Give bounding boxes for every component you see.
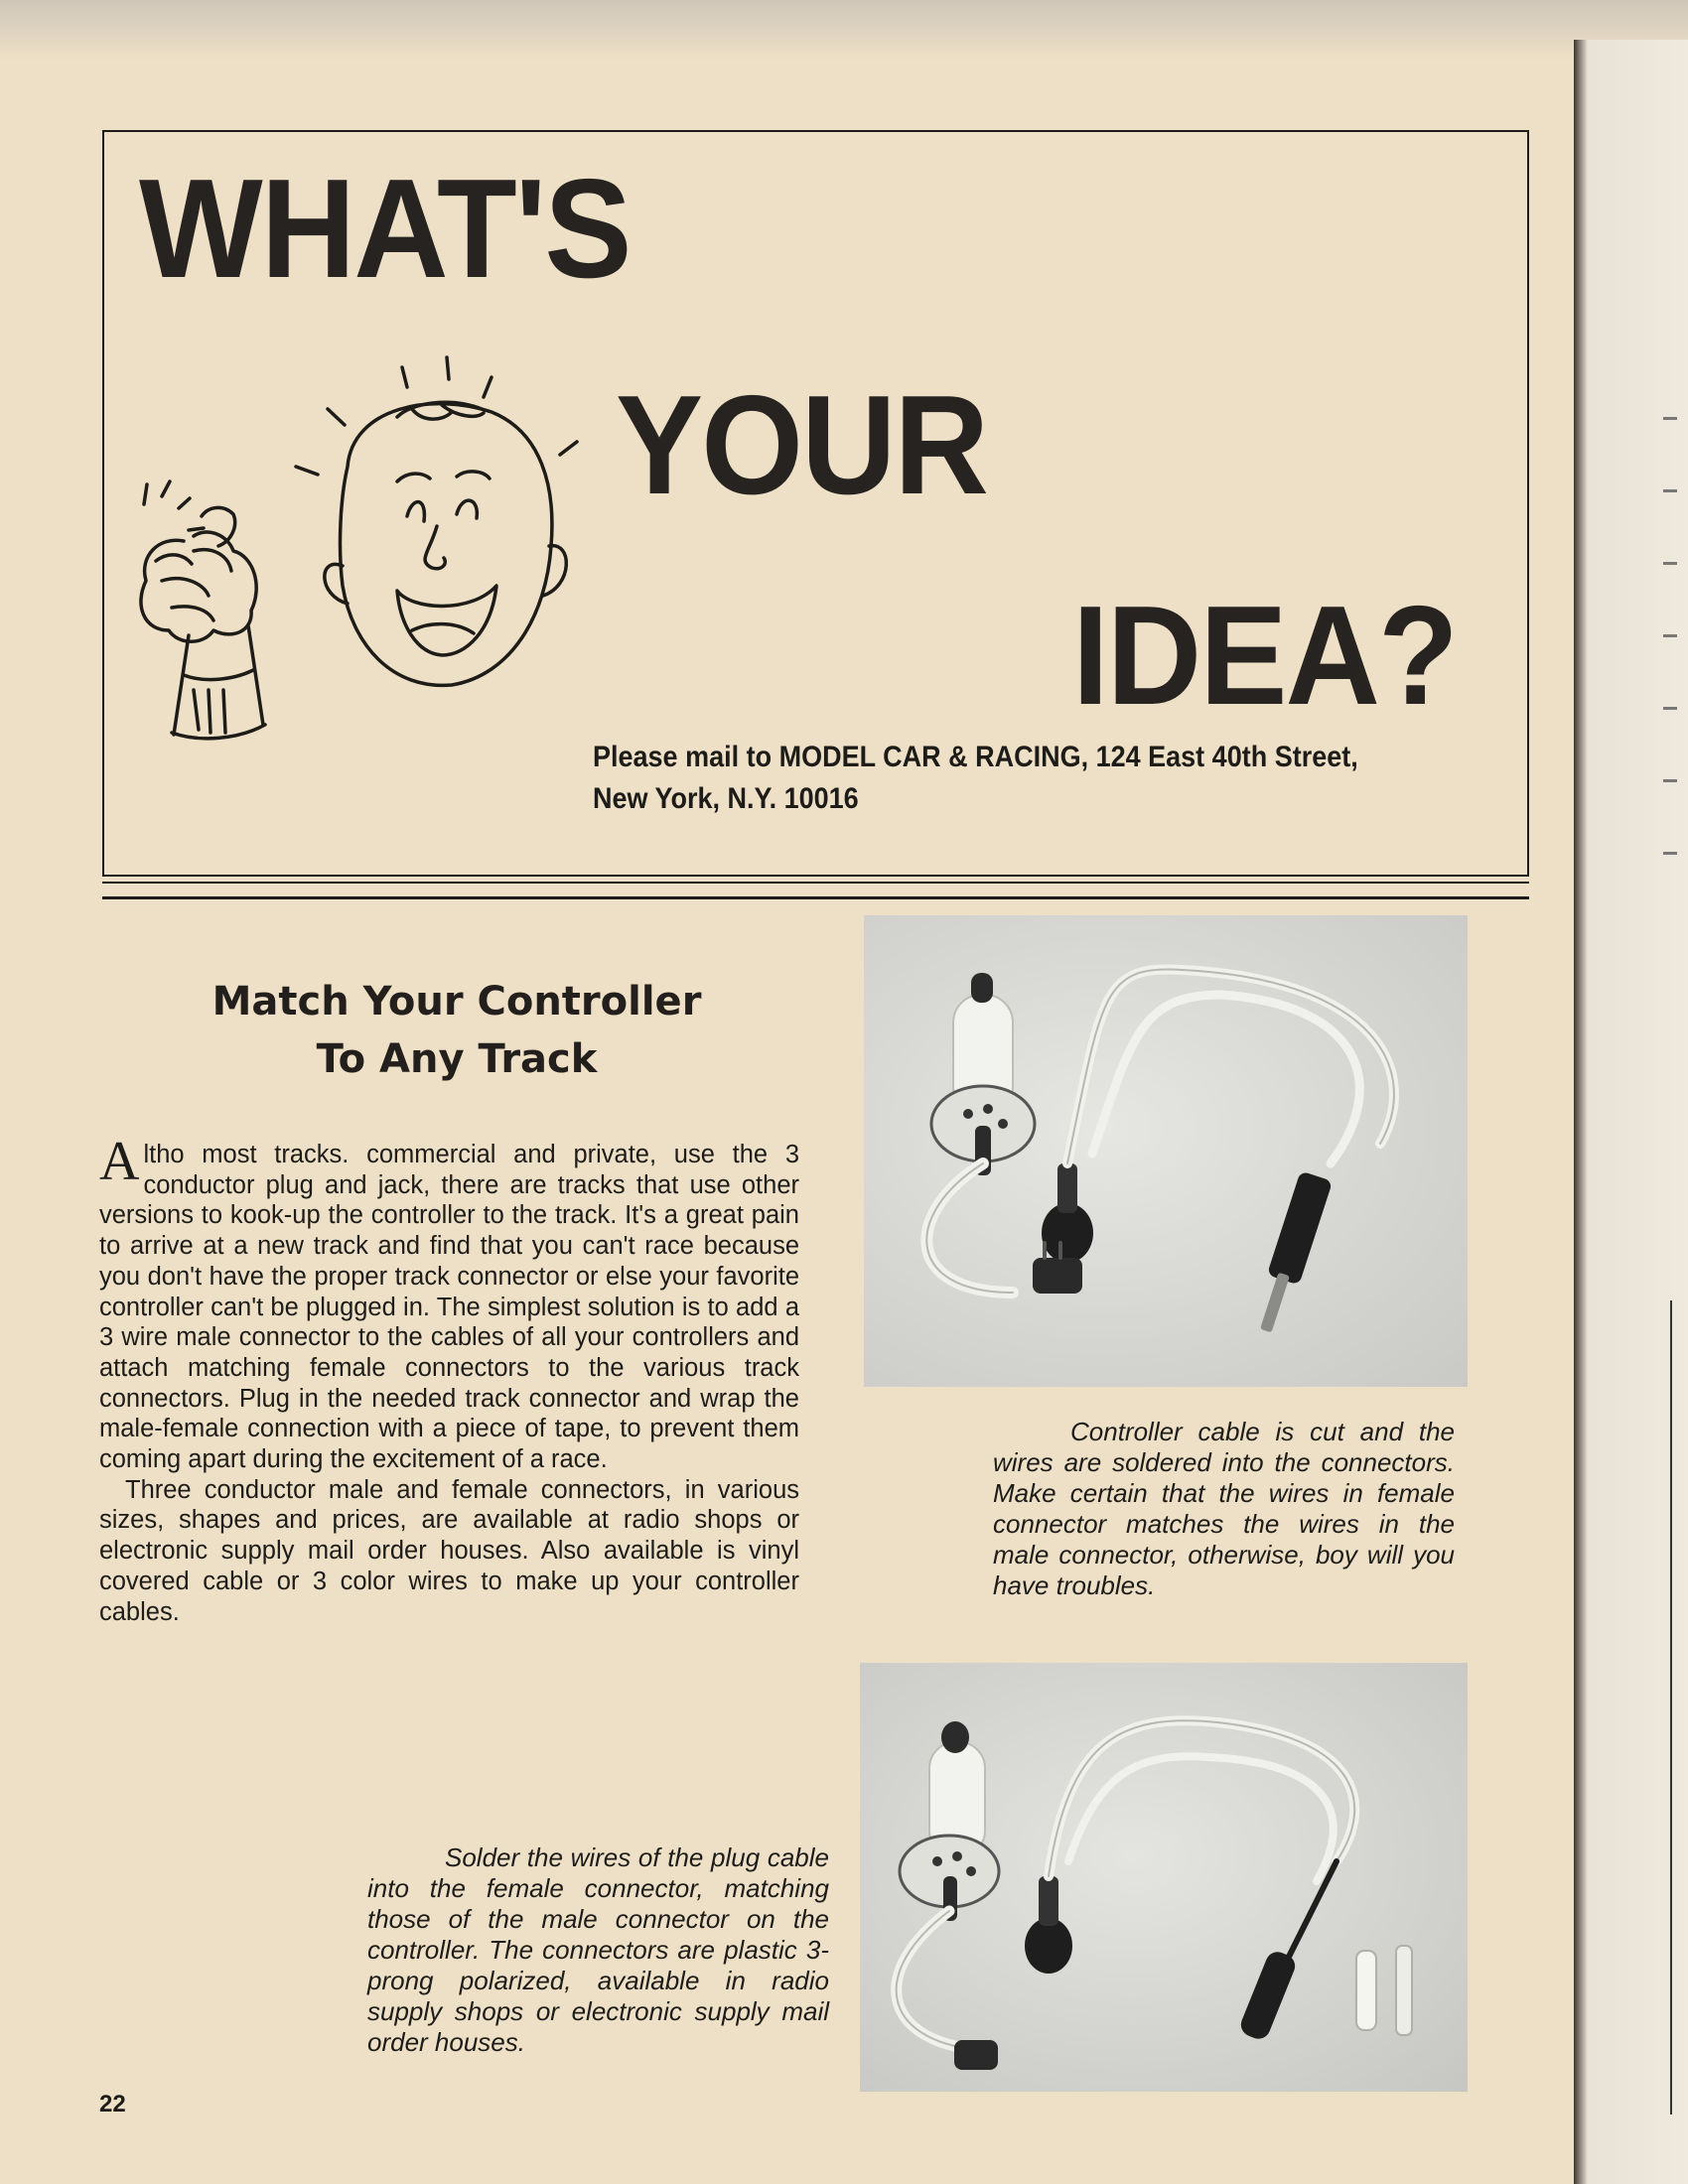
headline-your: YOUR — [616, 366, 988, 524]
article-body — [99, 1131, 799, 1627]
headline-whats: WHAT'S — [139, 150, 631, 308]
page-number: 22 — [99, 2091, 126, 2117]
photo-female-connector — [860, 1663, 1468, 2092]
page-top-shadow — [0, 0, 1688, 60]
caption-photo-2: Solder the wires of the plug cable into the female connector, matching those of the male connector on the controller. The connectors are plastic 3-prong polarized, available in radio supply shops or electronic supply mail order houses. — [367, 1843, 829, 2057]
article-title-line-1: Match Your Controller — [211, 979, 702, 1024]
article-paragraph-1 — [99, 1131, 799, 1475]
article-title — [109, 973, 804, 1088]
facing-page-edge — [1574, 40, 1688, 2184]
caption-photo-1: Controller cable is cut and the wires are soldered into the connectors. Make certain that the wires in female connector matches the wires in the male connector, otherwise, boy will you have troubles. — [993, 1417, 1455, 1600]
idea-cartoon-illustration — [114, 347, 631, 844]
article-paragraph-2: Three conductor male and female connectors, in various sizes, shapes and prices, are available at radio shops or electronic supply mail order houses. Also available is vinyl covered cable or 3 color wires to make up your controller cables. — [99, 1475, 799, 1626]
article-title-line-2: To Any Track — [316, 1036, 598, 1082]
mail-address-line-1: Please mail to MODEL CAR & RACING, 124 East 40th Street, — [593, 741, 1358, 773]
masthead-rule-thin — [102, 882, 1529, 884]
drop-cap: A — [99, 1131, 140, 1192]
headline-idea: IDEA? — [1072, 577, 1457, 735]
article-paragraph-1-text: ltho most tracks. commercial and private, use the 3 conductor plug and jack, there are tracks that use other versions to kook-up the controller to the track. It's a great pain to arrive at a new track and find that you can't race because you don't have the proper track connector or else your favorite controller can't be plugged in. The simplest solution is to add a 3 wire male connector to the cables of all your controllers and attach matching female connectors to the various track connectors. Plug in the needed track connector and wrap the male-female connection with a piece of tape, to prevent them coming apart during the excitement of a race. — [99, 1141, 799, 1474]
photo-controller-cable — [864, 915, 1468, 1387]
mail-address-line-2: New York, N.Y. 10016 — [593, 782, 859, 815]
masthead-rule-thick — [102, 896, 1529, 899]
